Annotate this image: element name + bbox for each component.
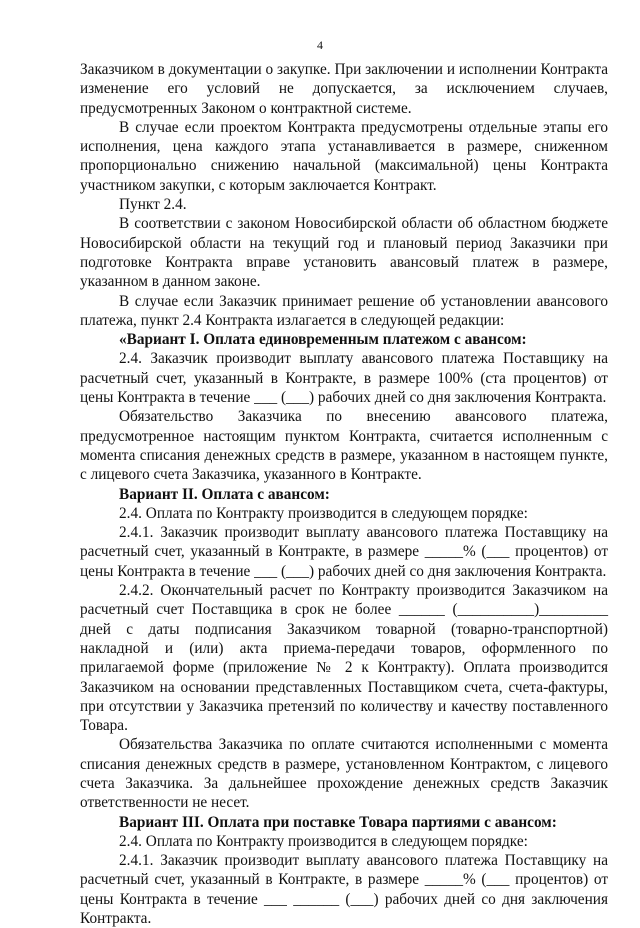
paragraph-regional-law: В соответствии с законом Новосибирской области об областном бюджете Новосибирской области на текущий год и плановый период Заказчики при подготовке Контракта вправе установить авансовый платеж в размере, указанном в данном законе. [80, 215, 608, 291]
paragraph-variant-2-obligation: Обязательства Заказчика по оплате считаются исполненными с момента списания денежных средств в размере, установленном Контрактом, с лицевого счета Заказчика. За дальнейшее прохождение денежных средств Заказчик ответственности не несет. [80, 736, 608, 812]
paragraph-variant-2-order: 2.4. Оплата по Контракту производится в следующем порядке: [119, 504, 528, 522]
heading-variant-2: Вариант II. Оплата с авансом: [119, 485, 330, 503]
paragraph-variant-2-final: 2.4.2. Окончательный расчет по Контракту производится Заказчиком на расчетный счет Поставщика в срок не более ______ (__________)_________ дней с даты подписания Заказчиком товарной (товарно-транспортной) накладной и (или) акта приема-передачи товаров, оформленного по прилагаемой форме (приложение № 2 к Контракту). Оплата производится Заказчиком на основании представленных Поставщиком счета, счета-фактуры, при отсутствии у Заказчика претензий по количеству и качеству поставленного Товара. [80, 582, 608, 735]
paragraph-variant-1-payment: 2.4. Заказчик производит выплату авансового платежа Поставщику на расчетный счет, указанный в Контракте, в размере 100% (ста процентов) от цены Контракта в течение ___ (___) рабочих дней со дня заключения Контракта. [80, 350, 608, 407]
paragraph-variant-3-order: 2.4. Оплата по Контракту производится в следующем порядке: [119, 832, 528, 850]
page-number: 4 [317, 38, 323, 52]
paragraph-variant-2-advance: 2.4.1. Заказчик производит выплату авансового платежа Поставщику на расчетный счет, указанный в Контракте, в размере _____% (___ процентов) от цены Контракта в течение ___ (___) рабочих дней со дня заключения Контракта. [80, 524, 608, 580]
paragraph-clause-heading: Пункт 2.4. [119, 196, 187, 214]
heading-variant-1: «Вариант I. Оплата единовременным платежом с авансом: [119, 331, 527, 349]
paragraph-advance-decision: В случае если Заказчик принимает решение об установлении авансового платежа, пункт 2.4 Контракта излагается в следующей редакции: [80, 292, 608, 329]
document-body [80, 60, 608, 928]
paragraph-variant-1-obligation: Обязательство Заказчика по внесению авансового платежа, предусмотренное настоящим пунктом Контракта, считается исполненным с момента списания денежных средств в размере, указанном в настоящем пункте, с лицевого счета Заказчика, указанного в Контракте. [80, 408, 608, 484]
heading-variant-3: Вариант III. Оплата при поставке Товара партиями с авансом: [119, 813, 557, 831]
paragraph-contract-changes: Заказчиком в документации о закупке. При заключении и исполнении Контракта изменение его условий не допускается, за исключением случаев, предусмотренных Законом о контрактной системе. [80, 61, 608, 117]
paragraph-variant-3-advance: 2.4.1. Заказчик производит выплату авансового платежа Поставщику на расчетный счет, указанный в Контракте, в размере _____% (___ процентов) от цены Контракта в течение ___ ______ (___) рабочих дней со дня заключения Контракта. [80, 852, 608, 928]
paragraph-stages-price: В случае если проектом Контракта предусмотрены отдельные этапы его исполнения, цена каждого этапа устанавливается в размере, сниженном пропорционально снижению начальной (максимальной) цены Контракта участником закупки, с которым заключается Контракт. [80, 118, 608, 194]
